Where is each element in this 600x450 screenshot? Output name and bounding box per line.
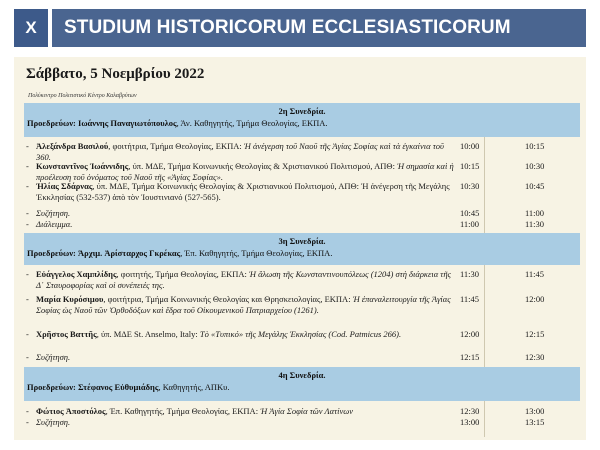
schedule-panel: Σάββατο, 5 Νοεμβρίου 2022 Πολύκεντρο Πολιτιστικό Κέντρο Καλαβρύτων 2η Συνεδρία. Προεδρεύων: Ιωάννης Παναγιωτόπουλος, Άν. Καθηγητής, Τμήμα Θεολογίας, ΕΚΠΑ. - Ἀλεξάνδρα Βασιλού, φοιτήτρια, Τμήμα Θεολογίας, ΕΚΠΑ: Ἡ ἀνέγερση τοῦ Ναοῦ τῆς Ἁγίας Σοφίας καὶ τὰ ἐγκαίνια τοῦ 360. 10:00 10:15 - Κωνσταντῖνος Ἰωάννιδης, ύπ. ΜΔΕ, Τμήμα Κοινωνικής Θεολογίας & Χριστιανικού Πολιτισμού, ΑΠΘ: Ἡ σημασία καὶ ἡ προέλευση τοῦ ὀνόματος τοῦ Ναοῦ τῆς «Ἁγίας Σοφίας». 10:15 10:30 - Ἠλίας Σδάρνας, ύπ. ΜΔΕ, Τμήμα Κοινωνικής Θεολογίας & Χριστιανικού Πολιτισμού, ΑΠΘ: Ἡ ἀνέγερση τῆς Μεγάλης Ἐκκλησίας (532-537) ἀπὸ τὸν Ἰουστινιανό (527-565). 10:30 10:45 - Συζήτηση. 10:45 11:00 - Διάλειμμα. 11:00 11:30 3η Συνεδρία. Προεδρεύων: Άρχιμ. Ἀρίσταρχος Γκρέκας, Έπ. Καθηγητής, Τμήμα Θεολογίας, ΕΚΠΑ. - Εὐάγγελος Χαμπλίδης, φοιτητής, Τμήμα Θεολογίας, ΕΚΠΑ: Ἡ ἅλωση τῆς Κωνσταντινουπόλεως (1204) στὴ διάρκεια τῆς Δ΄ Σταυροφορίας καὶ οἱ συνέπειές της. 11:30 11:45 - Μαρία Κυρόσιμου, φοιτήτρια, Τμήμα Κοινωνικής Θεολογίας και Θρησκειολογίας, ΕΚΠΑ: Ἡ ἐπαναλειτουργία τῆς Ἁγίας Σοφίας ὡς Ναοῦ τῶν Ὀρθοδόξων καὶ ἕδρα τοῦ Οἰκουμενικοῦ Πατριαρχείου (1261). 11:45 12:00 - Χρῆστος Βαττῆς, ύπ. ΜΔΕ St. Anselmo, Italy: Τὸ «Τυπικό» τῆς Μεγάλης Ἐκκλησίας (Cod. Patmicus 266). 12:00 12:15 - Συζήτηση. 12:15 12:30 4η Συνεδρία. Προεδρεύων: Στέφανος Εὐθυμιάδης, Καθηγητής, ΑΠΚυ. - Φώτιος Ἀποστόλος, Έπ. Καθηγητής, Τμήμα Θεολογίας, ΕΚΠΑ: Ἡ Ἁγία Σοφία τῶν Λατίνων 12:30 13:00 - Συζήτηση. 13:00 13:15 <box>14 57 586 440</box>
column-divider <box>484 265 485 367</box>
end-time: 12:15 <box>525 329 545 339</box>
end-time: 11:30 <box>525 219 545 229</box>
start-time: 12:30 <box>460 406 480 416</box>
end-time: 12:00 <box>525 294 545 304</box>
start-time: 10:30 <box>460 181 480 191</box>
chair-name: Ιωάννης Παναγιωτόπουλος <box>78 118 177 128</box>
venue-label: Πολύκεντρο Πολιτιστικό Κέντρο Καλαβρύτων <box>28 93 137 99</box>
banner <box>14 9 586 47</box>
session-header <box>24 233 580 265</box>
end-time: 13:15 <box>525 417 545 427</box>
day-title: Σάββατο, 5 Νοεμβρίου 2022 <box>26 66 205 82</box>
chair-name: Άρχιμ. Ἀρίσταρχος Γκρέκας <box>78 248 181 258</box>
start-time: 11:00 <box>460 219 480 229</box>
session-chair: Προεδρεύων: Άρχιμ. Ἀρίσταρχος Γκρέκας, Έπ. Καθηγητής, Τμήμα Θεολογίας, ΕΚΠΑ. <box>27 248 333 258</box>
session-header <box>24 367 580 401</box>
end-time: 12:30 <box>525 352 545 362</box>
start-time: 10:15 <box>460 161 480 171</box>
chair-name: Στέφανος Εὐθυμιάδης <box>78 382 159 392</box>
end-time: 10:30 <box>525 161 545 171</box>
session-title: 4η Συνεδρία. <box>278 370 326 380</box>
end-time: 11:00 <box>525 208 545 218</box>
start-time: 12:15 <box>460 352 480 362</box>
start-time: 10:45 <box>460 208 480 218</box>
start-time: 11:30 <box>460 269 480 279</box>
banner-title: STUDIUM HISTORICORUM ECCLESIASTICORUM <box>52 9 586 47</box>
start-time: 12:00 <box>460 329 480 339</box>
end-time: 10:45 <box>525 181 545 191</box>
start-time: 11:45 <box>460 294 480 304</box>
session-chair: Προεδρεύων: Ιωάννης Παναγιωτόπουλος, Άν. Καθηγητής, Τμήμα Θεολογίας, ΕΚΠΑ. <box>27 118 328 128</box>
start-time: 10:00 <box>460 141 480 151</box>
end-time: 10:15 <box>525 141 545 151</box>
session-title: 2η Συνεδρία. <box>278 106 326 116</box>
end-time: 11:45 <box>525 269 545 279</box>
end-time: 13:00 <box>525 406 545 416</box>
session-chair: Προεδρεύων: Στέφανος Εὐθυμιάδης, Καθηγητής, ΑΠΚυ. <box>27 382 230 392</box>
column-divider <box>484 401 485 437</box>
session-header <box>24 103 580 137</box>
column-divider <box>484 137 485 233</box>
banner-number: X <box>14 9 48 47</box>
session-title: 3η Συνεδρία. <box>278 236 326 246</box>
start-time: 13:00 <box>460 417 480 427</box>
